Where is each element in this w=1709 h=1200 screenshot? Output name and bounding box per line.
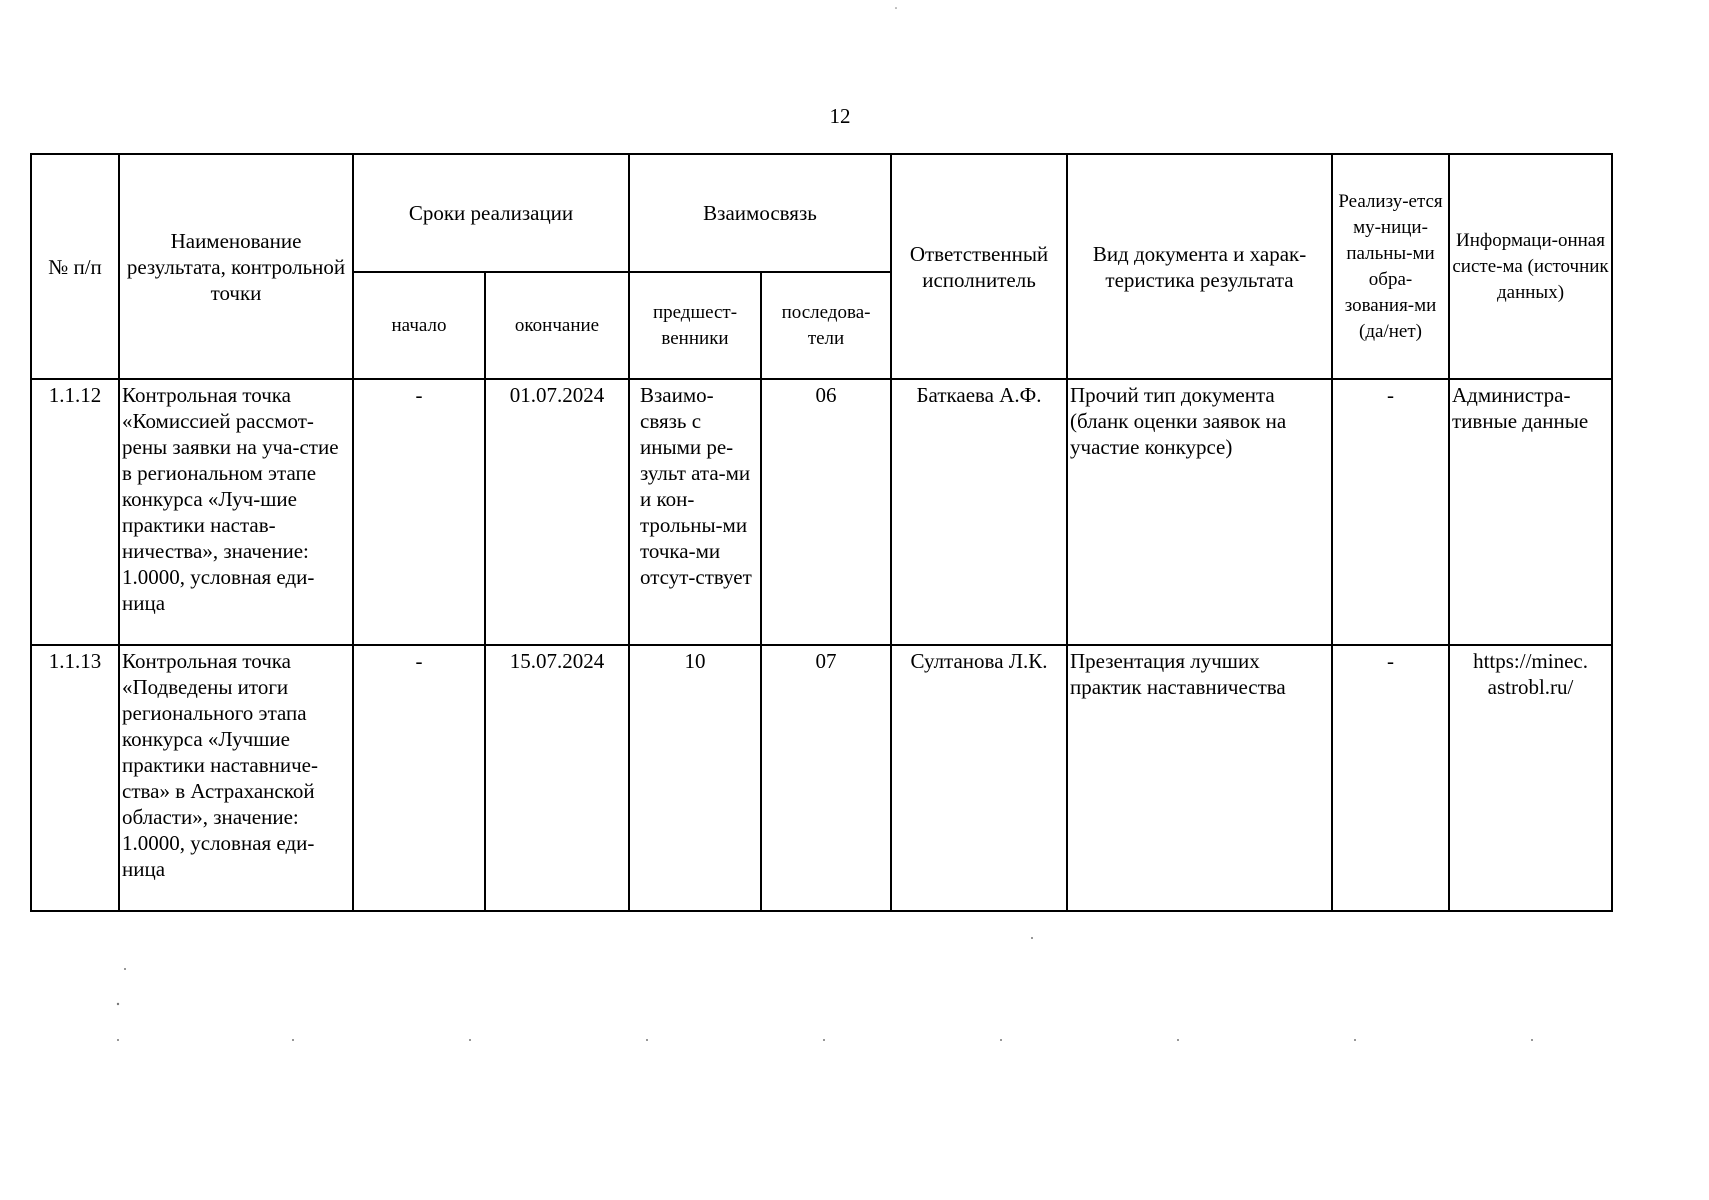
header-relation: Взаимосвязь	[629, 154, 891, 272]
header-municipal: Реализу-ется му-ници-пальны-ми обра-зования-ми (да/нет)	[1332, 154, 1449, 379]
cell-doc-type: Прочий тип документа (бланк оценки заявок на участие конкурсе)	[1067, 379, 1332, 645]
header-name: Наименование результата, контрольной точки	[119, 154, 353, 379]
cell-doc-type: Презентация лучших практик наставничества	[1067, 645, 1332, 911]
cell-responsible: Баткаева А.Ф.	[891, 379, 1067, 645]
header-relation-next: последова-тели	[761, 272, 891, 379]
cell-start: -	[353, 645, 485, 911]
header-timing: Сроки реализации	[353, 154, 629, 272]
header-info-system: Информаци-онная систе-ма (источник данных)	[1449, 154, 1612, 379]
cell-municipal: -	[1332, 645, 1449, 911]
cell-name: Контрольная точка «Комиссией рассмот-рены заявки на уча-стие в региональном этапе конкурса «Луч-шие практики настав-ничества», значение: 1.0000, условная еди-ница	[119, 379, 353, 645]
cell-info-system: Администра-тивные данные	[1449, 379, 1612, 645]
cell-name: Контрольная точка «Подведены итоги регионального этапа конкурса «Лучшие практики наставниче-ства» в Астраханской области», значение: 1.0000, условная еди-ница	[119, 645, 353, 911]
header-doc-type: Вид документа и харак-теристика результата	[1067, 154, 1332, 379]
cell-municipal: -	[1332, 379, 1449, 645]
page-number: 12	[829, 104, 851, 128]
cell-next: 06	[761, 379, 891, 645]
header-responsible: Ответственный исполнитель	[891, 154, 1067, 379]
table-header-row	[31, 154, 1612, 272]
cell-start: -	[353, 379, 485, 645]
header-timing-start: начало	[353, 272, 485, 379]
header-relation-prev: предшест-венники	[629, 272, 761, 379]
header-timing-end: окончание	[485, 272, 629, 379]
results-table	[30, 153, 1613, 912]
cell-next: 07	[761, 645, 891, 911]
table-row	[31, 379, 1612, 645]
cell-end: 01.07.2024	[485, 379, 629, 645]
cell-num: 1.1.12	[31, 379, 119, 645]
cell-num: 1.1.13	[31, 645, 119, 911]
cell-prev: Взаимо-связь с иными ре-зульт ата-ми и кон-трольны-ми точка-ми отсут-ствует	[629, 379, 761, 645]
cell-end: 15.07.2024	[485, 645, 629, 911]
cell-responsible: Султанова Л.К.	[891, 645, 1067, 911]
table-row	[31, 645, 1612, 911]
cell-prev: 10	[629, 645, 761, 911]
cell-info-system: https://minec. astrobl.ru/	[1449, 645, 1612, 911]
header-num: № п/п	[31, 154, 119, 379]
